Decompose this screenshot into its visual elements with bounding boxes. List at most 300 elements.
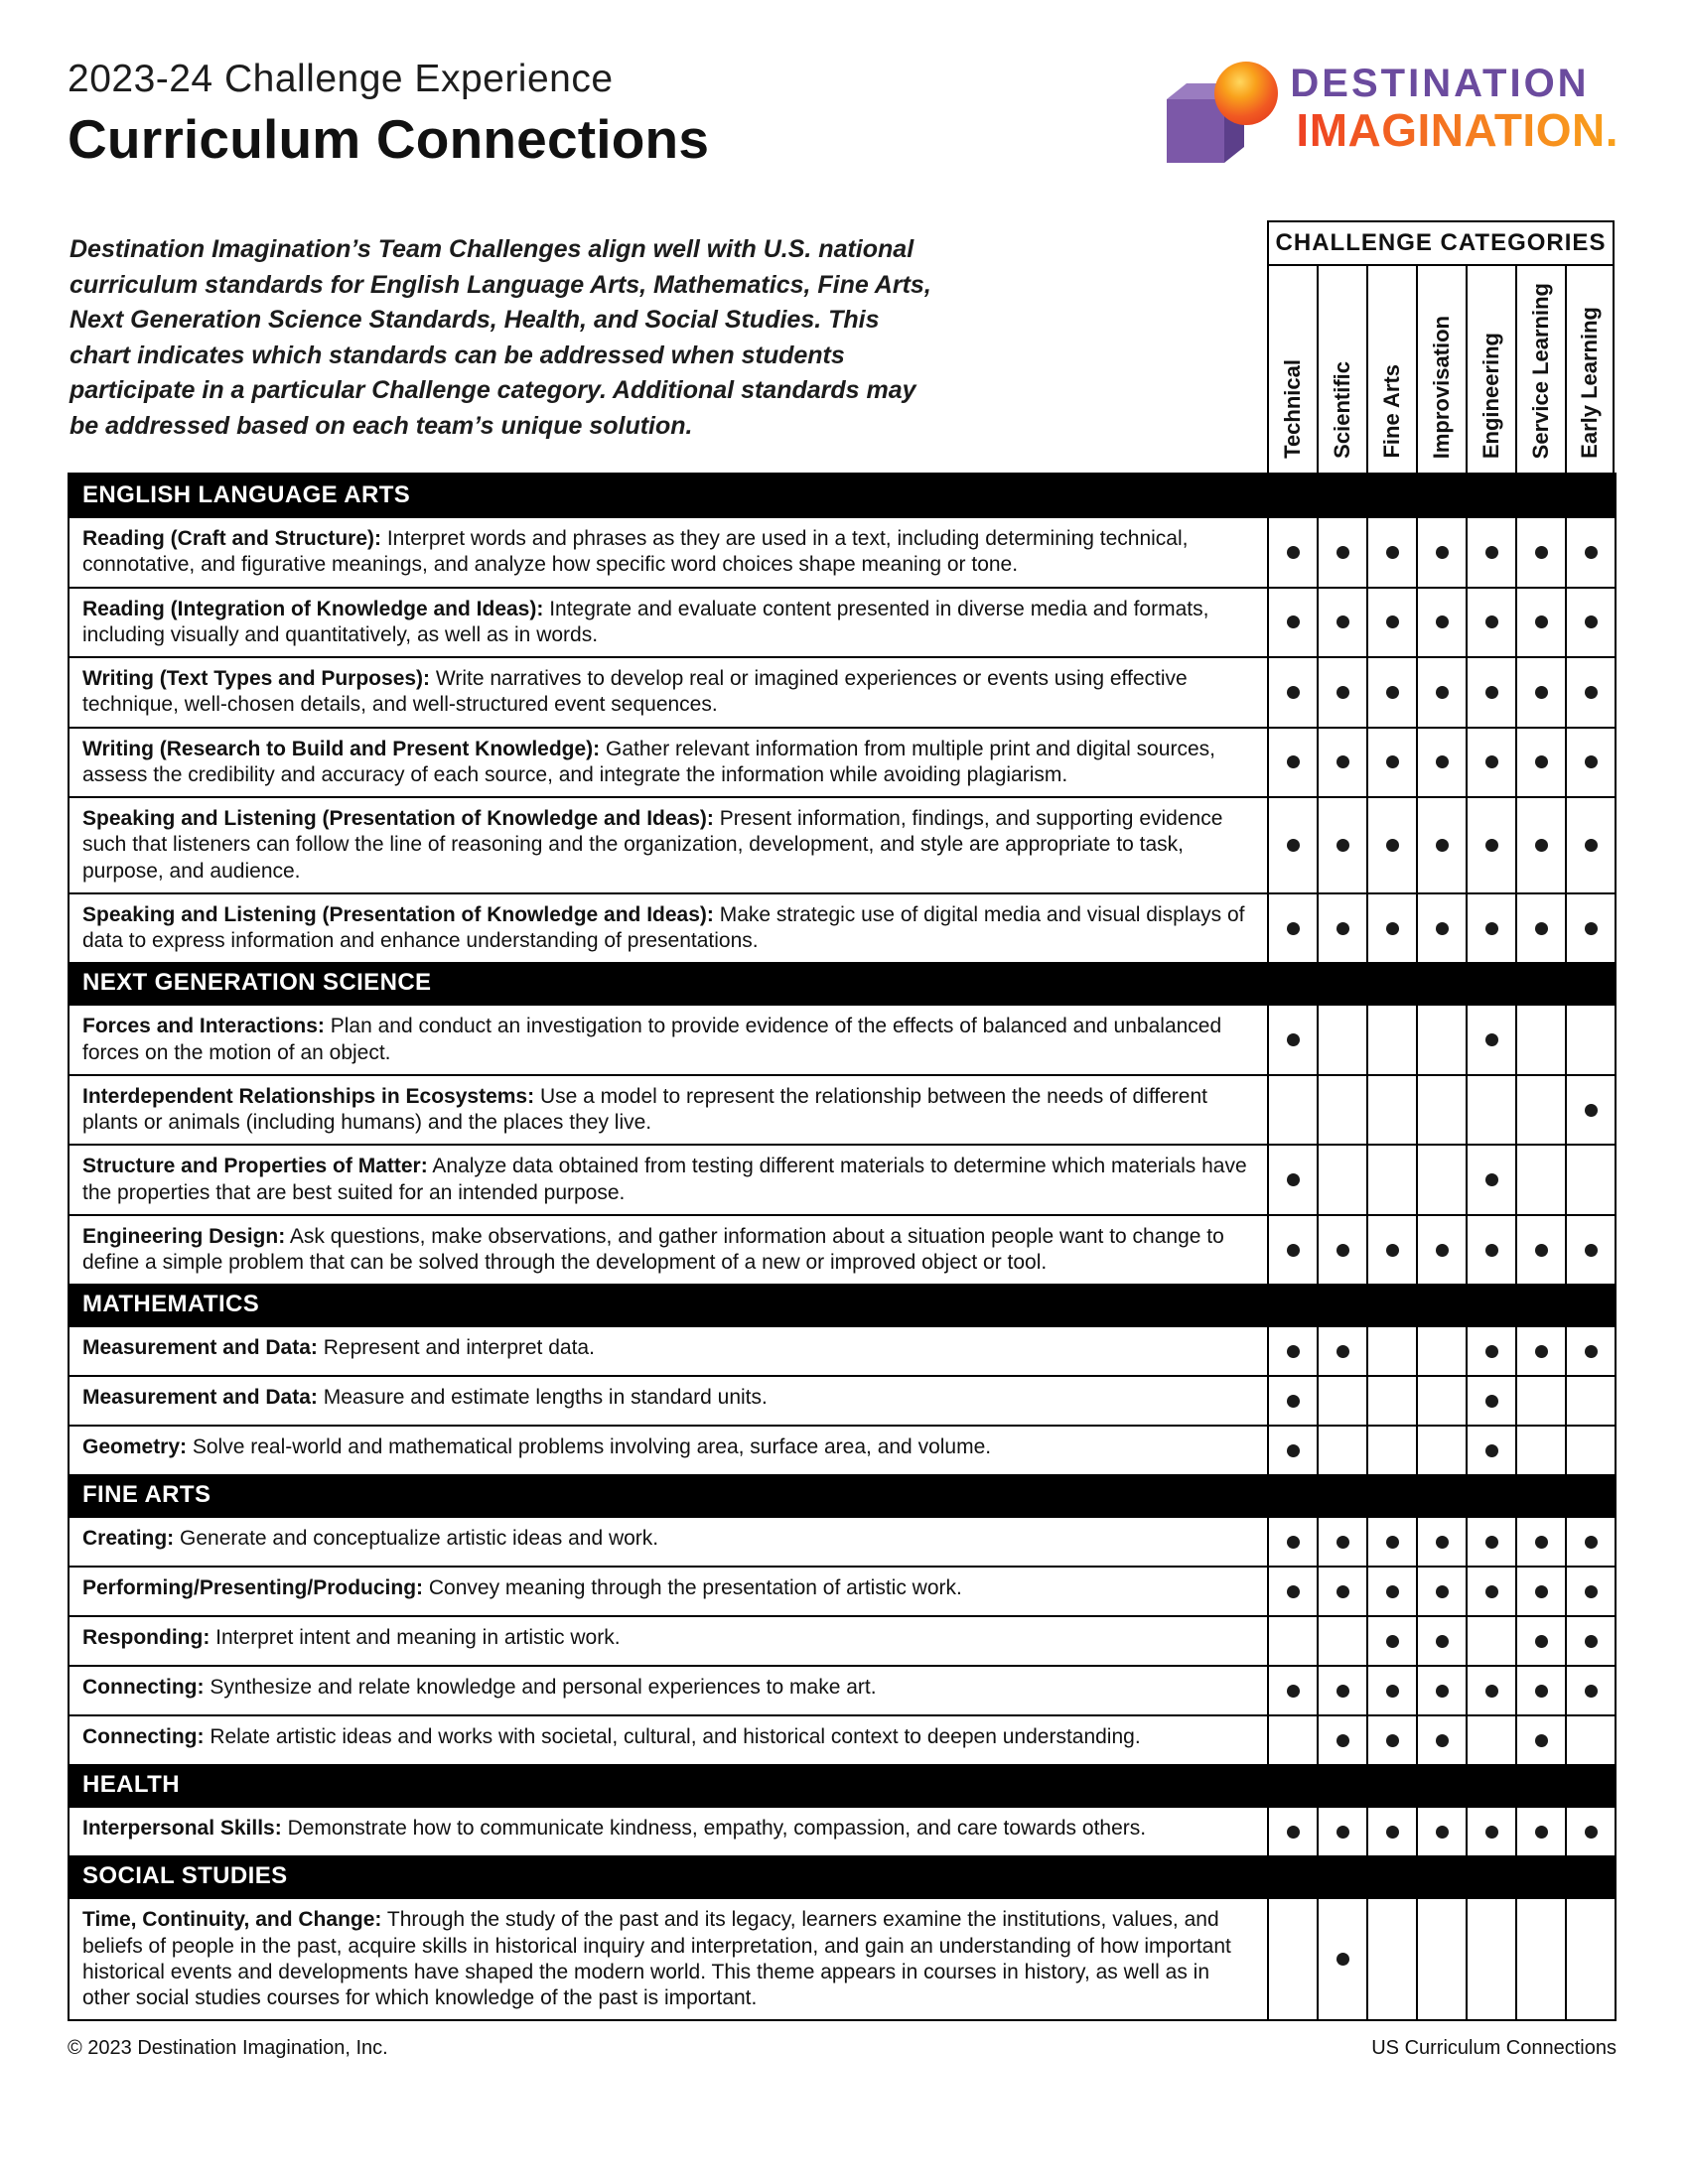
alignment-cell [1317,1214,1366,1285]
standard-cell [70,796,1267,892]
section-header-bar: MATHEMATICS [70,1284,1615,1325]
alignment-cell [1565,1004,1615,1074]
dot-marker [1386,839,1399,852]
alignment-cell [1317,796,1366,892]
logo-wordmark [1290,56,1618,156]
di-cube-sphere-icon [1159,56,1280,168]
dot-marker [1436,1685,1449,1698]
dot-marker [1535,1585,1548,1598]
alignment-cell [1515,1665,1565,1714]
dot-marker [1436,755,1449,768]
dot-marker [1336,1585,1349,1598]
dot-marker [1336,1536,1349,1549]
dot-marker [1336,922,1349,935]
dot-marker [1485,839,1498,852]
standard-description: Integrate and evaluate content presented in diverse media and formats, including visually and quantitatively, as well as in words. [82,597,1209,646]
alignment-cell [1267,1665,1317,1714]
alignment-cell [1317,1325,1366,1375]
alignment-cell [1416,892,1466,963]
dot-marker [1386,1635,1399,1648]
page-footer [68,2037,1617,2060]
alignment-cell [1267,1074,1317,1145]
alignment-cell [1416,1375,1466,1425]
alignment-cell [1366,796,1416,892]
dot-marker [1535,546,1548,559]
alignment-cell [1565,656,1615,727]
alignment-cell [1366,1665,1416,1714]
dot-marker [1287,1244,1300,1257]
alignment-cell [1565,1375,1615,1425]
alignment-cell [1466,1144,1515,1214]
standard-cell [70,1425,1267,1474]
alignment-cell [1366,1004,1416,1074]
dot-marker [1287,922,1300,935]
alignment-cell [1366,892,1416,963]
alignment-cell [1416,516,1466,587]
alignment-cell [1565,727,1615,797]
intro-and-categories-header [68,220,1617,473]
dot-marker [1287,755,1300,768]
standard-name: Time, Continuity, and Change: [82,1908,382,1932]
alignment-cell [1565,587,1615,657]
alignment-cell [1515,1516,1565,1566]
intro-cell [70,220,1267,473]
alignment-cell [1267,1004,1317,1074]
alignment-cell [1515,587,1565,657]
dot-marker [1585,755,1598,768]
dot-marker [1336,755,1349,768]
alignment-cell [1515,1144,1565,1214]
alignment-cell [1466,1516,1515,1566]
alignment-cell [1416,1516,1466,1566]
standard-description: Ask questions, make observations, and gather information about a situation people want to change to define a simple problem that can be solved through the development of a new or improved object or tool. [82,1224,1224,1274]
alignment-cell [1466,1806,1515,1855]
alignment-cell [1515,1325,1565,1375]
alignment-cell [1416,796,1466,892]
dot-marker [1386,1826,1399,1839]
section-header-bar: FINE ARTS [70,1474,1615,1516]
standard-description: Through the study of the past and its legacy, learners examine the institutions, values, and beliefs of people in the past, acquire skills in historical inquiry and interpretation, and gain an understanding of how important historical events and developments have shaped the modern world. This theme appears in courses in history, as well as in other social studies courses for which knowledge of the past is important. [82,1908,1231,2009]
logo-imagination-text: IMAGINATION. [1296,104,1618,156]
standard-description: Present information, findings, and supporting evidence such that listeners can follow the line of reasoning and the organization, development, and style are appropriate to task, purpose, and audience. [82,807,1223,883]
standard-name: Connecting: [82,1676,205,1700]
alignment-cell [1416,1144,1466,1214]
alignment-cell [1515,1615,1565,1665]
standard-description: Use a model to represent the relationship between the needs of different plants or animals (including humans) and the places they live. [82,1084,1207,1134]
dot-marker [1485,1395,1498,1408]
alignment-cell [1466,796,1515,892]
dot-marker [1485,1345,1498,1358]
alignment-cell [1565,1425,1615,1474]
alignment-cell [1515,656,1565,727]
alignment-cell [1267,1566,1317,1615]
alignment-cell [1366,1714,1416,1764]
alignment-cell [1515,727,1565,797]
alignment-cell [1466,656,1515,727]
standard-description: Solve real-world and mathematical problems involving area, surface area, and volume. [187,1435,992,1459]
alignment-cell [1416,1615,1466,1665]
alignment-cell [1317,1144,1366,1214]
standard-cell [70,1665,1267,1714]
dot-marker [1535,1345,1548,1358]
dot-marker [1386,686,1399,699]
dot-marker [1485,1685,1498,1698]
dot-marker [1436,615,1449,628]
section-header-bar: SOCIAL STUDIES [70,1855,1615,1897]
dot-marker [1535,1635,1548,1648]
category-column-header [1416,266,1466,473]
standard-name: Creating: [82,1527,175,1551]
alignment-cell [1565,1665,1615,1714]
alignment-cell [1515,1074,1565,1145]
standard-cell [70,587,1267,657]
dot-marker [1535,922,1548,935]
alignment-cell [1267,1806,1317,1855]
alignment-cell [1366,1144,1416,1214]
dot-marker [1287,1685,1300,1698]
category-label: Technical [1280,359,1305,459]
category-column-header [1466,266,1515,473]
dot-marker [1535,1536,1548,1549]
alignment-cell [1515,892,1565,963]
standard-description: Plan and conduct an investigation to provide evidence of the effects of balanced and unbalanced forces on the motion of an object. [82,1015,1222,1064]
dot-marker [1535,615,1548,628]
dot-marker [1287,1395,1300,1408]
alignment-cell [1366,1897,1416,2019]
alignment-cell [1565,516,1615,587]
logo-destination-text: DESTINATION [1290,62,1590,105]
masthead [68,58,1618,206]
dot-marker [1386,1734,1399,1747]
alignment-cell [1466,1665,1515,1714]
standard-name: Writing (Research to Build and Present Knowledge): [82,737,601,760]
standard-cell [70,1004,1267,1074]
standard-description: Make strategic use of digital media and visual displays of data to express information and enhance understanding of presentations. [82,902,1245,952]
dot-marker [1535,1244,1548,1257]
alignment-cell [1515,1714,1565,1764]
dot-marker [1287,1536,1300,1549]
page-title: Curriculum Connections [68,108,710,170]
alignment-cell [1366,656,1416,727]
alignment-cell [1317,1516,1366,1566]
standard-name: Measurement and Data: [82,1336,318,1360]
alignment-cell [1416,587,1466,657]
dot-marker [1535,839,1548,852]
standard-description: Demonstrate how to communicate kindness, empathy, compassion, and care towards others. [281,1817,1147,1841]
category-column-header [1565,266,1615,473]
standard-name: Forces and Interactions: [82,1015,325,1038]
dot-marker [1287,615,1300,628]
alignment-cell [1366,1615,1416,1665]
standard-name: Interpersonal Skills: [82,1817,282,1841]
alignment-cell [1466,1214,1515,1285]
alignment-cell [1515,1806,1565,1855]
dot-marker [1436,839,1449,852]
dot-marker [1436,1734,1449,1747]
alignment-cell [1565,1214,1615,1285]
alignment-cell [1366,727,1416,797]
alignment-cell [1565,1566,1615,1615]
alignment-cell [1366,1074,1416,1145]
alignment-cell [1466,1074,1515,1145]
alignment-cell [1565,1516,1615,1566]
dot-marker [1436,1585,1449,1598]
alignment-cell [1267,587,1317,657]
standard-name: Reading (Craft and Structure): [82,527,382,550]
dot-marker [1485,615,1498,628]
standard-cell [70,656,1267,727]
standard-cell [70,892,1267,963]
standard-description: Convey meaning through the presentation of artistic work. [423,1576,962,1600]
alignment-cell [1466,1004,1515,1074]
category-label: Engineering [1478,332,1503,459]
dot-marker [1436,1244,1449,1257]
dot-marker [1485,546,1498,559]
alignment-cell [1366,1425,1416,1474]
standard-cell [70,516,1267,587]
category-label: Scientific [1330,361,1354,459]
dot-marker [1585,1536,1598,1549]
standard-name: Responding: [82,1626,211,1650]
alignment-cell [1466,1425,1515,1474]
alignment-cell [1366,1325,1416,1375]
dot-marker [1485,755,1498,768]
standard-cell [70,1897,1267,2019]
dot-marker [1585,839,1598,852]
alignment-cell [1515,1214,1565,1285]
alignment-cell [1317,1714,1366,1764]
alignment-cell [1317,1074,1366,1145]
category-column-header [1317,266,1366,473]
footer-doc-label: US Curriculum Connections [1371,2037,1617,2060]
section-header-bar: NEXT GENERATION SCIENCE [70,962,1615,1004]
alignment-cell [1515,1375,1565,1425]
alignment-cell [1416,1566,1466,1615]
dot-marker [1585,1244,1598,1257]
alignment-cell [1416,1714,1466,1764]
standard-description: Interpret intent and meaning in artistic work. [210,1626,621,1650]
category-column-header [1267,266,1317,473]
standard-name: Connecting: [82,1725,205,1749]
alignment-cell [1366,587,1416,657]
standard-description: Analyze data obtained from testing different materials to determine which materials have the properties that are best suited for an intended purpose. [82,1155,1247,1204]
alignment-cell [1317,892,1366,963]
alignment-cell [1267,1615,1317,1665]
dot-marker [1287,546,1300,559]
dot-marker [1436,686,1449,699]
alignment-cell [1317,1375,1366,1425]
dot-marker [1485,1536,1498,1549]
alignment-cell [1515,1004,1565,1074]
category-label: Early Learning [1577,307,1602,459]
dot-marker [1287,1345,1300,1358]
alignment-cell [1565,796,1615,892]
alignment-cell [1317,587,1366,657]
alignment-cell [1317,1806,1366,1855]
dot-marker [1585,1104,1598,1117]
alignment-cell [1466,1325,1515,1375]
dot-marker [1485,1173,1498,1186]
alignment-cell [1267,1144,1317,1214]
alignment-cell [1267,1425,1317,1474]
dot-marker [1336,615,1349,628]
dot-marker [1585,922,1598,935]
alignment-cell [1317,1897,1366,2019]
dot-marker [1535,1734,1548,1747]
dot-marker [1287,1444,1300,1457]
alignment-cell [1565,892,1615,963]
alignment-cell [1416,1665,1466,1714]
alignment-cell [1515,1897,1565,2019]
standard-description: Gather relevant information from multiple print and digital sources, assess the credibility and accuracy of each source, and integrate the information while avoiding plagiarism. [82,737,1215,786]
dot-marker [1585,1585,1598,1598]
dot-marker [1585,1635,1598,1648]
alignment-cell [1416,1004,1466,1074]
category-label: Service Learning [1528,282,1553,459]
alignment-cell [1565,1074,1615,1145]
standard-description: Measure and estimate lengths in standard units. [317,1386,768,1410]
challenge-categories-header: CHALLENGE CATEGORIES [1267,220,1615,266]
alignment-cell [1317,1004,1366,1074]
standard-cell [70,1806,1267,1855]
alignment-cell [1267,1714,1317,1764]
dot-marker [1485,686,1498,699]
alignment-cell [1565,1144,1615,1214]
dot-marker [1287,1033,1300,1046]
standard-description: Synthesize and relate knowledge and personal experiences to make art. [204,1676,877,1700]
alignment-cell [1515,1425,1565,1474]
category-label: Improvisation [1429,315,1454,459]
standard-name: Writing (Text Types and Purposes): [82,667,431,690]
dot-marker [1386,1585,1399,1598]
standard-name: Reading (Integration of Knowledge and Ideas): [82,597,544,620]
dot-marker [1436,1635,1449,1648]
dot-marker [1336,1345,1349,1358]
dot-marker [1386,922,1399,935]
alignment-cell [1366,1214,1416,1285]
standard-name: Performing/Presenting/Producing: [82,1576,424,1600]
dot-marker [1287,686,1300,699]
standard-description: Relate artistic ideas and works with societal, cultural, and historical context to deepen understanding. [204,1725,1141,1749]
alignment-cell [1267,892,1317,963]
alignment-cell [1466,1566,1515,1615]
dot-marker [1336,1953,1349,1966]
alignment-cell [1565,1325,1615,1375]
alignment-cell [1366,1566,1416,1615]
alignment-cell [1466,587,1515,657]
dot-marker [1386,755,1399,768]
alignment-cell [1466,727,1515,797]
alignment-cell [1366,516,1416,587]
dot-marker [1585,686,1598,699]
alignment-cell [1366,1375,1416,1425]
alignment-cell [1366,1516,1416,1566]
category-column-header [1366,266,1416,473]
standard-name: Speaking and Listening (Presentation of Knowledge and Ideas): [82,902,714,926]
intro-paragraph: Destination Imagination’s Team Challenges align well with U.S. national curriculum standards for English Language Arts, Mathematics, Fine Arts, Next Generation Science Standards, Health, and Social Studies. This chart indicates which standards can be addressed when students participate in a particular Challenge category. Additional standards may be addressed based on each team’s unique solution. [70,235,931,440]
copyright-text: © 2023 Destination Imagination, Inc. [68,2037,388,2060]
category-label: Fine Arts [1379,364,1404,459]
alignment-cell [1267,516,1317,587]
dot-marker [1436,546,1449,559]
standard-name: Structure and Properties of Matter: [82,1155,428,1178]
dot-marker [1535,686,1548,699]
standard-cell [70,1615,1267,1665]
standard-cell [70,1325,1267,1375]
dot-marker [1485,1826,1498,1839]
alignment-cell [1267,1214,1317,1285]
alignment-cell [1267,796,1317,892]
standards-table [68,473,1617,2021]
dot-marker [1535,755,1548,768]
dot-marker [1436,1826,1449,1839]
standard-description: Interpret words and phrases as they are used in a text, including determining technical, connotative, and figurative meanings, and analyze how specific word choices shape meaning or tone. [82,527,1189,577]
standard-cell [70,1144,1267,1214]
dot-marker [1386,1244,1399,1257]
standard-description: Represent and interpret data. [317,1336,595,1360]
standard-cell [70,1375,1267,1425]
dot-marker [1585,1345,1598,1358]
alignment-cell [1466,892,1515,963]
alignment-cell [1267,1375,1317,1425]
alignment-cell [1466,1897,1515,2019]
alignment-cell [1416,1425,1466,1474]
dot-marker [1287,1173,1300,1186]
alignment-cell [1515,516,1565,587]
standard-cell [70,1516,1267,1566]
standard-description: Write narratives to develop real or imagined experiences or events using effective technique, well-chosen details, and well-structured event sequences. [82,667,1188,717]
standard-name: Speaking and Listening (Presentation of Knowledge and Ideas): [82,807,714,830]
alignment-cell [1416,1897,1466,2019]
alignment-cell [1466,1375,1515,1425]
standard-cell [70,727,1267,797]
alignment-cell [1317,1425,1366,1474]
dot-marker [1336,546,1349,559]
super-title: 2023-24 Challenge Experience [68,58,614,100]
alignment-cell [1416,1214,1466,1285]
alignment-cell [1317,727,1366,797]
dot-marker [1585,1685,1598,1698]
alignment-cell [1565,1714,1615,1764]
alignment-cell [1565,1897,1615,2019]
standard-name: Geometry: [82,1435,188,1459]
standard-name: Engineering Design: [82,1224,286,1248]
category-column-header [1515,266,1565,473]
standard-description: Generate and conceptualize artistic ideas and work. [174,1527,659,1551]
dot-marker [1585,546,1598,559]
dot-marker [1485,1033,1498,1046]
standard-cell [70,1074,1267,1145]
alignment-cell [1317,1615,1366,1665]
standard-name: Interdependent Relationships in Ecosystems: [82,1084,535,1108]
standard-cell [70,1566,1267,1615]
alignment-cell [1416,656,1466,727]
dot-marker [1287,1826,1300,1839]
dot-marker [1485,1585,1498,1598]
destination-imagination-logo [1159,56,1618,168]
dot-marker [1287,1585,1300,1598]
alignment-cell [1267,1897,1317,2019]
alignment-cell [1267,1325,1317,1375]
alignment-cell [1317,516,1366,587]
alignment-cell [1466,1714,1515,1764]
dot-marker [1436,922,1449,935]
alignment-cell [1565,1806,1615,1855]
dot-marker [1336,1826,1349,1839]
dot-marker [1585,615,1598,628]
alignment-cell [1416,727,1466,797]
alignment-cell [1416,1325,1466,1375]
